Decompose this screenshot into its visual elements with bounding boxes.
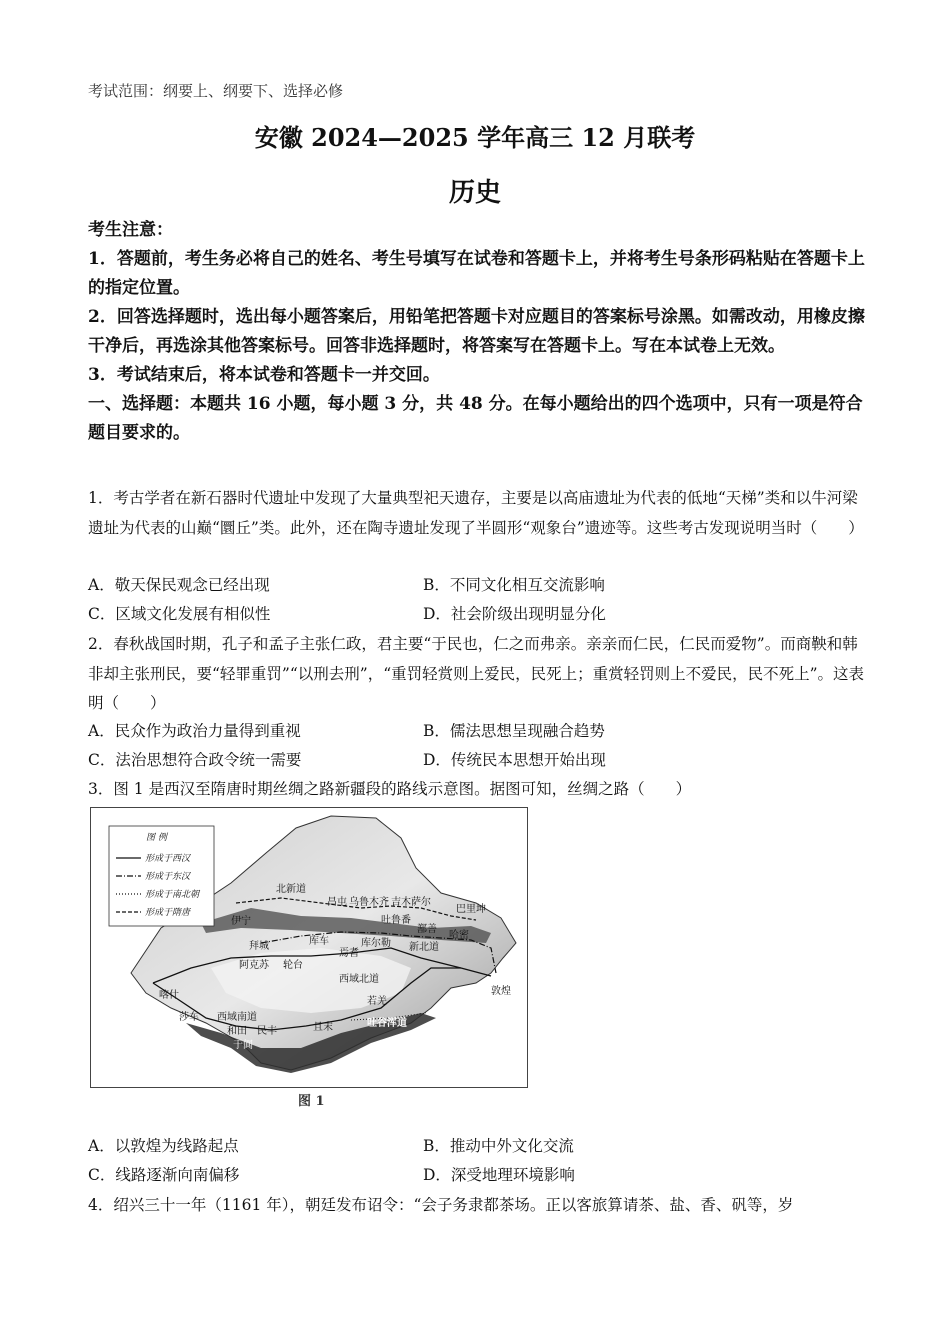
option-a[interactable]: A．以敦煌为线路起点 bbox=[88, 1137, 239, 1155]
legend-item-sui-tang: 形成于隋唐 bbox=[145, 908, 191, 918]
question-2 bbox=[88, 630, 873, 719]
question-4 bbox=[88, 1191, 873, 1221]
label-hami: 哈密 bbox=[449, 930, 469, 941]
option-c[interactable]: C．线路逐渐向南偏移 bbox=[88, 1166, 240, 1184]
label-minfeng: 民丰 bbox=[257, 1026, 277, 1037]
question-1-options bbox=[88, 571, 868, 629]
option-a[interactable]: A．敬天保民观念已经出现 bbox=[88, 576, 270, 594]
option-b[interactable]: B．儒法思想呈现融合趋势 bbox=[423, 722, 605, 740]
label-new-north-route: 新北道 bbox=[409, 942, 439, 953]
legend-item-eastern-han: 形成于东汉 bbox=[145, 872, 191, 882]
label-baicheng: 拜城 bbox=[249, 941, 269, 952]
label-tuyuhun-route: 吐谷浑道 bbox=[367, 1018, 407, 1029]
option-d[interactable]: D．传统民本思想开始出现 bbox=[423, 751, 606, 769]
label-kashgar: 喀什 bbox=[159, 990, 179, 1001]
label-korla: 库尔勒 bbox=[361, 938, 391, 949]
label-ruoqiang: 若羌 bbox=[367, 996, 387, 1007]
legend-item-western-han: 形成于西汉 bbox=[145, 854, 191, 864]
legend-title: 图 例 bbox=[146, 833, 167, 843]
map-legend bbox=[109, 826, 214, 926]
map-svg bbox=[91, 808, 527, 1087]
label-luntai: 轮台 bbox=[283, 960, 303, 971]
legend-item-southern-northern: 形成于南北朝 bbox=[145, 890, 200, 900]
label-turpan: 吐鲁番 bbox=[381, 915, 411, 926]
option-c[interactable]: C．法治思想符合政令统一需要 bbox=[88, 751, 302, 769]
label-urumqi: 乌鲁木齐 bbox=[349, 897, 389, 908]
question-stem: 4．绍兴三十一年（1161 年），朝廷发布诏令：“会子务隶都茶场。正以客旅算请茶、盐、香、矾等，岁 bbox=[88, 1196, 794, 1214]
question-3 bbox=[88, 775, 873, 805]
option-d[interactable]: D．深受地理环境影响 bbox=[423, 1166, 575, 1184]
label-shache: 莎车 bbox=[179, 1012, 199, 1023]
option-b[interactable]: B．不同文化相互交流影响 bbox=[423, 576, 605, 594]
label-yanqi: 焉耆 bbox=[339, 948, 359, 959]
label-barkol: 巴里坤 bbox=[456, 904, 486, 915]
option-a[interactable]: A．民众作为政治力量得到重视 bbox=[88, 722, 301, 740]
note-item-2: 2．回答选择题时，选出每小题答案后，用铅笔把答题卡对应题目的答案标号涂黑。如需改动，用橡皮擦干净后，再选涂其他答案标号。回答非选择题时，将答案写在答题卡上。写在本试卷上无效。 bbox=[88, 307, 865, 356]
option-b[interactable]: B．推动中外文化交流 bbox=[423, 1137, 574, 1155]
label-west-south-route: 西域南道 bbox=[217, 1012, 257, 1023]
exam-title: 安徽 2024—2025 学年高三 12 月联考 bbox=[254, 123, 696, 152]
note-item-3: 3．考试结束后，将本试卷和答题卡一并交回。 bbox=[88, 365, 440, 385]
question-1 bbox=[88, 484, 873, 543]
label-hotan: 和田 bbox=[227, 1026, 247, 1037]
question-stem: 1．考古学者在新石器时代遗址中发现了大量典型祀天遗存，主要是以高庙遗址为代表的低地“天梯”类和以牛河梁遗址为代表的山巅“圜丘”类。此外，还在陶寺遗址发现了半圆形“观象台”遗迹等。这些考古发现说明当时（ ） bbox=[88, 489, 864, 537]
note-item-1: 1．答题前，考生务必将自己的姓名、考生号填写在试卷和答题卡上，并将考生号条形码粘贴在答题卡上的指定位置。 bbox=[88, 249, 865, 298]
question-stem: 2．春秋战国时期，孔子和孟子主张仁政，君主要“于民也，仁之而弗亲。亲亲而仁民，仁民而爱物”。而商鞅和韩非却主张刑民，要“轻罪重罚”“以刑去刑”，“重罚轻赏则上爱民，民死上；重赏轻罚则上不爱民，民不死上”。这表明（ ） bbox=[88, 635, 865, 712]
notes-heading: 考生注意： bbox=[88, 220, 173, 240]
section-heading: 一、选择题：本题共 16 小题，每小题 3 分，共 48 分。在每小题给出的四个选项中，只有一项是符合题目要求的。 bbox=[88, 394, 863, 443]
notes-block bbox=[88, 216, 878, 448]
option-c[interactable]: C．区域文化发展有相似性 bbox=[88, 605, 271, 623]
question-3-options bbox=[88, 1132, 868, 1190]
subject-title: 历史 bbox=[448, 178, 501, 208]
label-kuqa: 库车 bbox=[309, 936, 329, 947]
label-qiemo: 且末 bbox=[313, 1022, 333, 1033]
silk-road-map bbox=[90, 807, 528, 1088]
label-jimsar: 吉木萨尔 bbox=[391, 897, 431, 908]
question-stem: 3．图 1 是西汉至隋唐时期丝绸之路新疆段的路线示意图。据图可知，丝绸之路（ ） bbox=[88, 780, 692, 798]
question-2-options bbox=[88, 717, 868, 775]
label-yining: 伊宁 bbox=[231, 916, 251, 927]
label-changji: 昌屯 bbox=[327, 897, 347, 908]
exam-scope: 考试范围：纲要上、纲要下、选择必修 bbox=[88, 82, 344, 100]
label-aksu: 阿克苏 bbox=[239, 960, 269, 971]
figure-caption: 图 1 bbox=[298, 1094, 325, 1109]
label-yutian: 于阗 bbox=[233, 1040, 253, 1051]
label-north-route: 北新道 bbox=[276, 884, 306, 895]
label-shanshan: 鄯善 bbox=[417, 924, 437, 935]
label-west-north-route: 西域北道 bbox=[339, 974, 379, 985]
label-dunhuang: 敦煌 bbox=[491, 986, 511, 997]
option-d[interactable]: D．社会阶级出现明显分化 bbox=[423, 605, 606, 623]
